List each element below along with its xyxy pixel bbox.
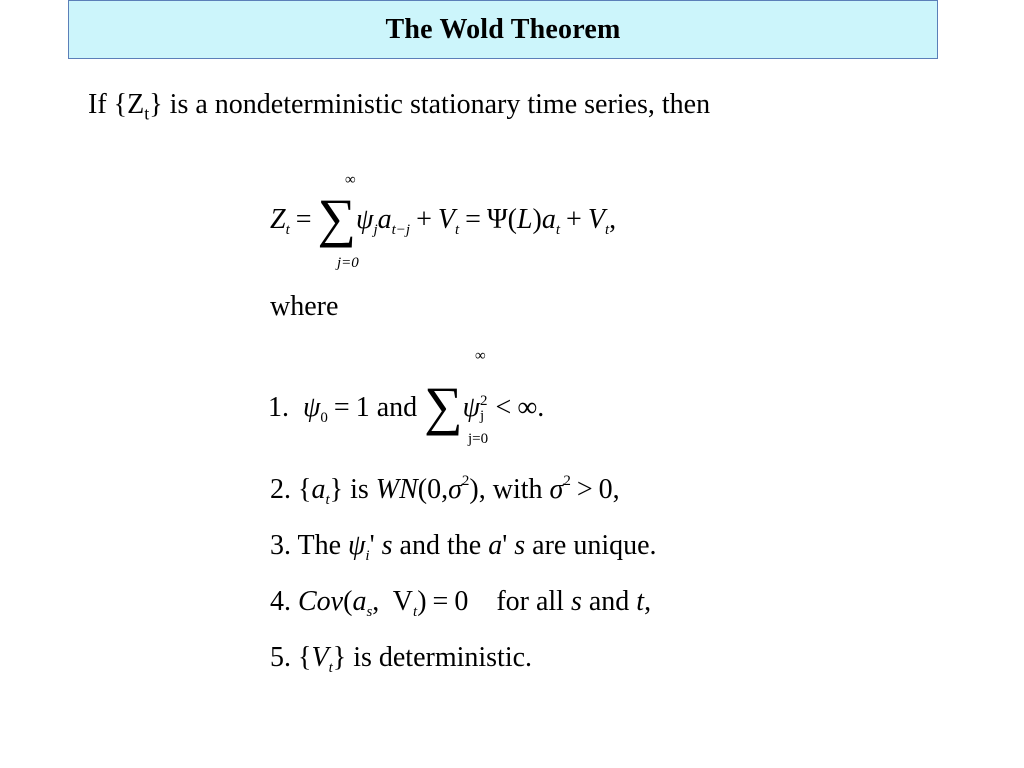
- c1-psi2: ψ: [462, 392, 481, 423]
- c4-comma: ,: [372, 586, 380, 617]
- condition-5: [270, 642, 532, 677]
- c1-number: 1.: [268, 392, 289, 423]
- eq-comma: ,: [609, 204, 617, 235]
- eq-equals-2: =: [465, 204, 481, 235]
- c5-open-brace: {: [298, 642, 312, 673]
- wold-equation: [270, 188, 617, 248]
- c5-V-sub: t: [328, 660, 333, 676]
- c1-equals: =: [333, 392, 350, 423]
- c4-a: a: [352, 586, 367, 617]
- c1-sum-symbol: ∑: [424, 376, 463, 436]
- c4-V-sub: t: [413, 604, 418, 620]
- eq-a-sub: t−j: [391, 222, 411, 238]
- eq-Z-sub: t: [285, 222, 290, 238]
- c2-a-sub: t: [325, 492, 330, 508]
- c1-lt: <: [495, 392, 512, 423]
- eq-Z: Z: [270, 204, 286, 235]
- c5-number: 5.: [270, 642, 291, 673]
- eq-a2-sub: t: [555, 222, 561, 238]
- c2-close-is: } is: [329, 474, 369, 505]
- eq-equals-1: =: [295, 204, 312, 235]
- c1-one: 1: [355, 392, 370, 423]
- c2-gt: >: [576, 474, 593, 505]
- c2-sigma2-sup: 2: [563, 473, 571, 489]
- c4-zero: 0: [454, 586, 469, 617]
- c1-psi-sub: 0: [320, 410, 328, 426]
- eq-a: a: [377, 204, 392, 235]
- c2-args-open: (0,: [417, 474, 449, 505]
- c5-close-brace: }: [332, 642, 347, 673]
- c4-close-paren: ): [417, 586, 427, 617]
- c2-open-brace: {: [298, 474, 312, 505]
- c3-psi: ψ: [348, 530, 366, 561]
- c5-V: V: [311, 642, 329, 673]
- slide-title: The Wold Theorem: [385, 13, 621, 45]
- c1-sup: 2: [480, 393, 488, 409]
- c4-number: 4.: [270, 586, 291, 617]
- c1-sum-lower: j=0: [468, 431, 489, 447]
- c2-sigma: σ: [448, 474, 462, 505]
- eq-sum-symbol: ∑: [317, 188, 357, 248]
- c4-a-sub: s: [366, 604, 373, 620]
- c3-and-the: and the: [399, 530, 482, 561]
- c2-a: a: [311, 474, 326, 505]
- c2-sigma2: σ: [549, 474, 564, 505]
- c2-number: 2.: [270, 474, 291, 505]
- c2-sigma-sup: 2: [461, 473, 470, 489]
- c3-s2: s: [514, 530, 526, 561]
- eq-close-paren: ): [532, 204, 542, 235]
- c1-psi: ψ: [303, 392, 321, 423]
- c5-text: is deterministic.: [353, 642, 533, 673]
- c4-s: s: [570, 586, 582, 617]
- c3-prime: ': [369, 530, 375, 561]
- c3-psi-sub: i: [365, 548, 370, 564]
- c3-a: a: [488, 530, 503, 561]
- c3-prime2: ': [502, 530, 508, 561]
- c4-t: t: [636, 586, 645, 617]
- c4-and: and: [588, 586, 630, 617]
- eq-sum-lower: j=0: [337, 255, 359, 271]
- c2-with: with: [492, 474, 543, 505]
- eq-psi: ψ: [356, 204, 374, 235]
- eq-sum-upper: ∞: [345, 172, 356, 188]
- eq-V: V: [437, 204, 455, 235]
- c1-sub: j: [480, 408, 485, 424]
- c2-args-close: ),: [469, 474, 486, 505]
- eq-V-sub: t: [454, 222, 460, 238]
- c2-zero: 0,: [598, 474, 620, 505]
- intro-prefix: If {Z: [88, 89, 145, 120]
- c1-and: and: [376, 392, 418, 423]
- title-banner: [68, 0, 938, 59]
- c1-infinity: ∞.: [517, 392, 545, 423]
- condition-3: [270, 530, 657, 565]
- eq-V2-sub: t: [604, 222, 610, 238]
- condition-4: [270, 586, 651, 621]
- c1-supsub: [480, 394, 488, 424]
- c4-open-paren: (: [343, 586, 353, 617]
- eq-plus-1: +: [416, 204, 432, 235]
- condition-2: [270, 473, 620, 509]
- c4-for-all: for all: [496, 586, 564, 617]
- c2-WN: WN: [375, 474, 418, 505]
- intro-sentence: [88, 89, 710, 125]
- c1-sum-upper: ∞: [475, 348, 486, 364]
- eq-Psi: Ψ: [486, 204, 508, 235]
- c3-number: 3. The: [270, 530, 342, 561]
- eq-open-paren: (: [507, 204, 517, 235]
- condition-1: [268, 376, 545, 436]
- c3-s: s: [381, 530, 393, 561]
- c4-comma-end: ,: [644, 586, 652, 617]
- intro-suffix: } is a nondeterministic stationary time series, then: [149, 89, 711, 120]
- eq-L: L: [516, 204, 533, 235]
- c3-are-unique: are unique.: [532, 530, 657, 561]
- c4-V: V: [392, 586, 414, 617]
- c4-equals: =: [432, 586, 449, 617]
- where-label: where: [270, 291, 339, 322]
- eq-a2: a: [541, 204, 556, 235]
- c4-cov: Cov: [298, 586, 344, 617]
- eq-psi-sub: j: [373, 222, 378, 238]
- intro-subscript: t: [144, 103, 150, 124]
- eq-V2: V: [587, 204, 605, 235]
- eq-plus-2: +: [566, 204, 582, 235]
